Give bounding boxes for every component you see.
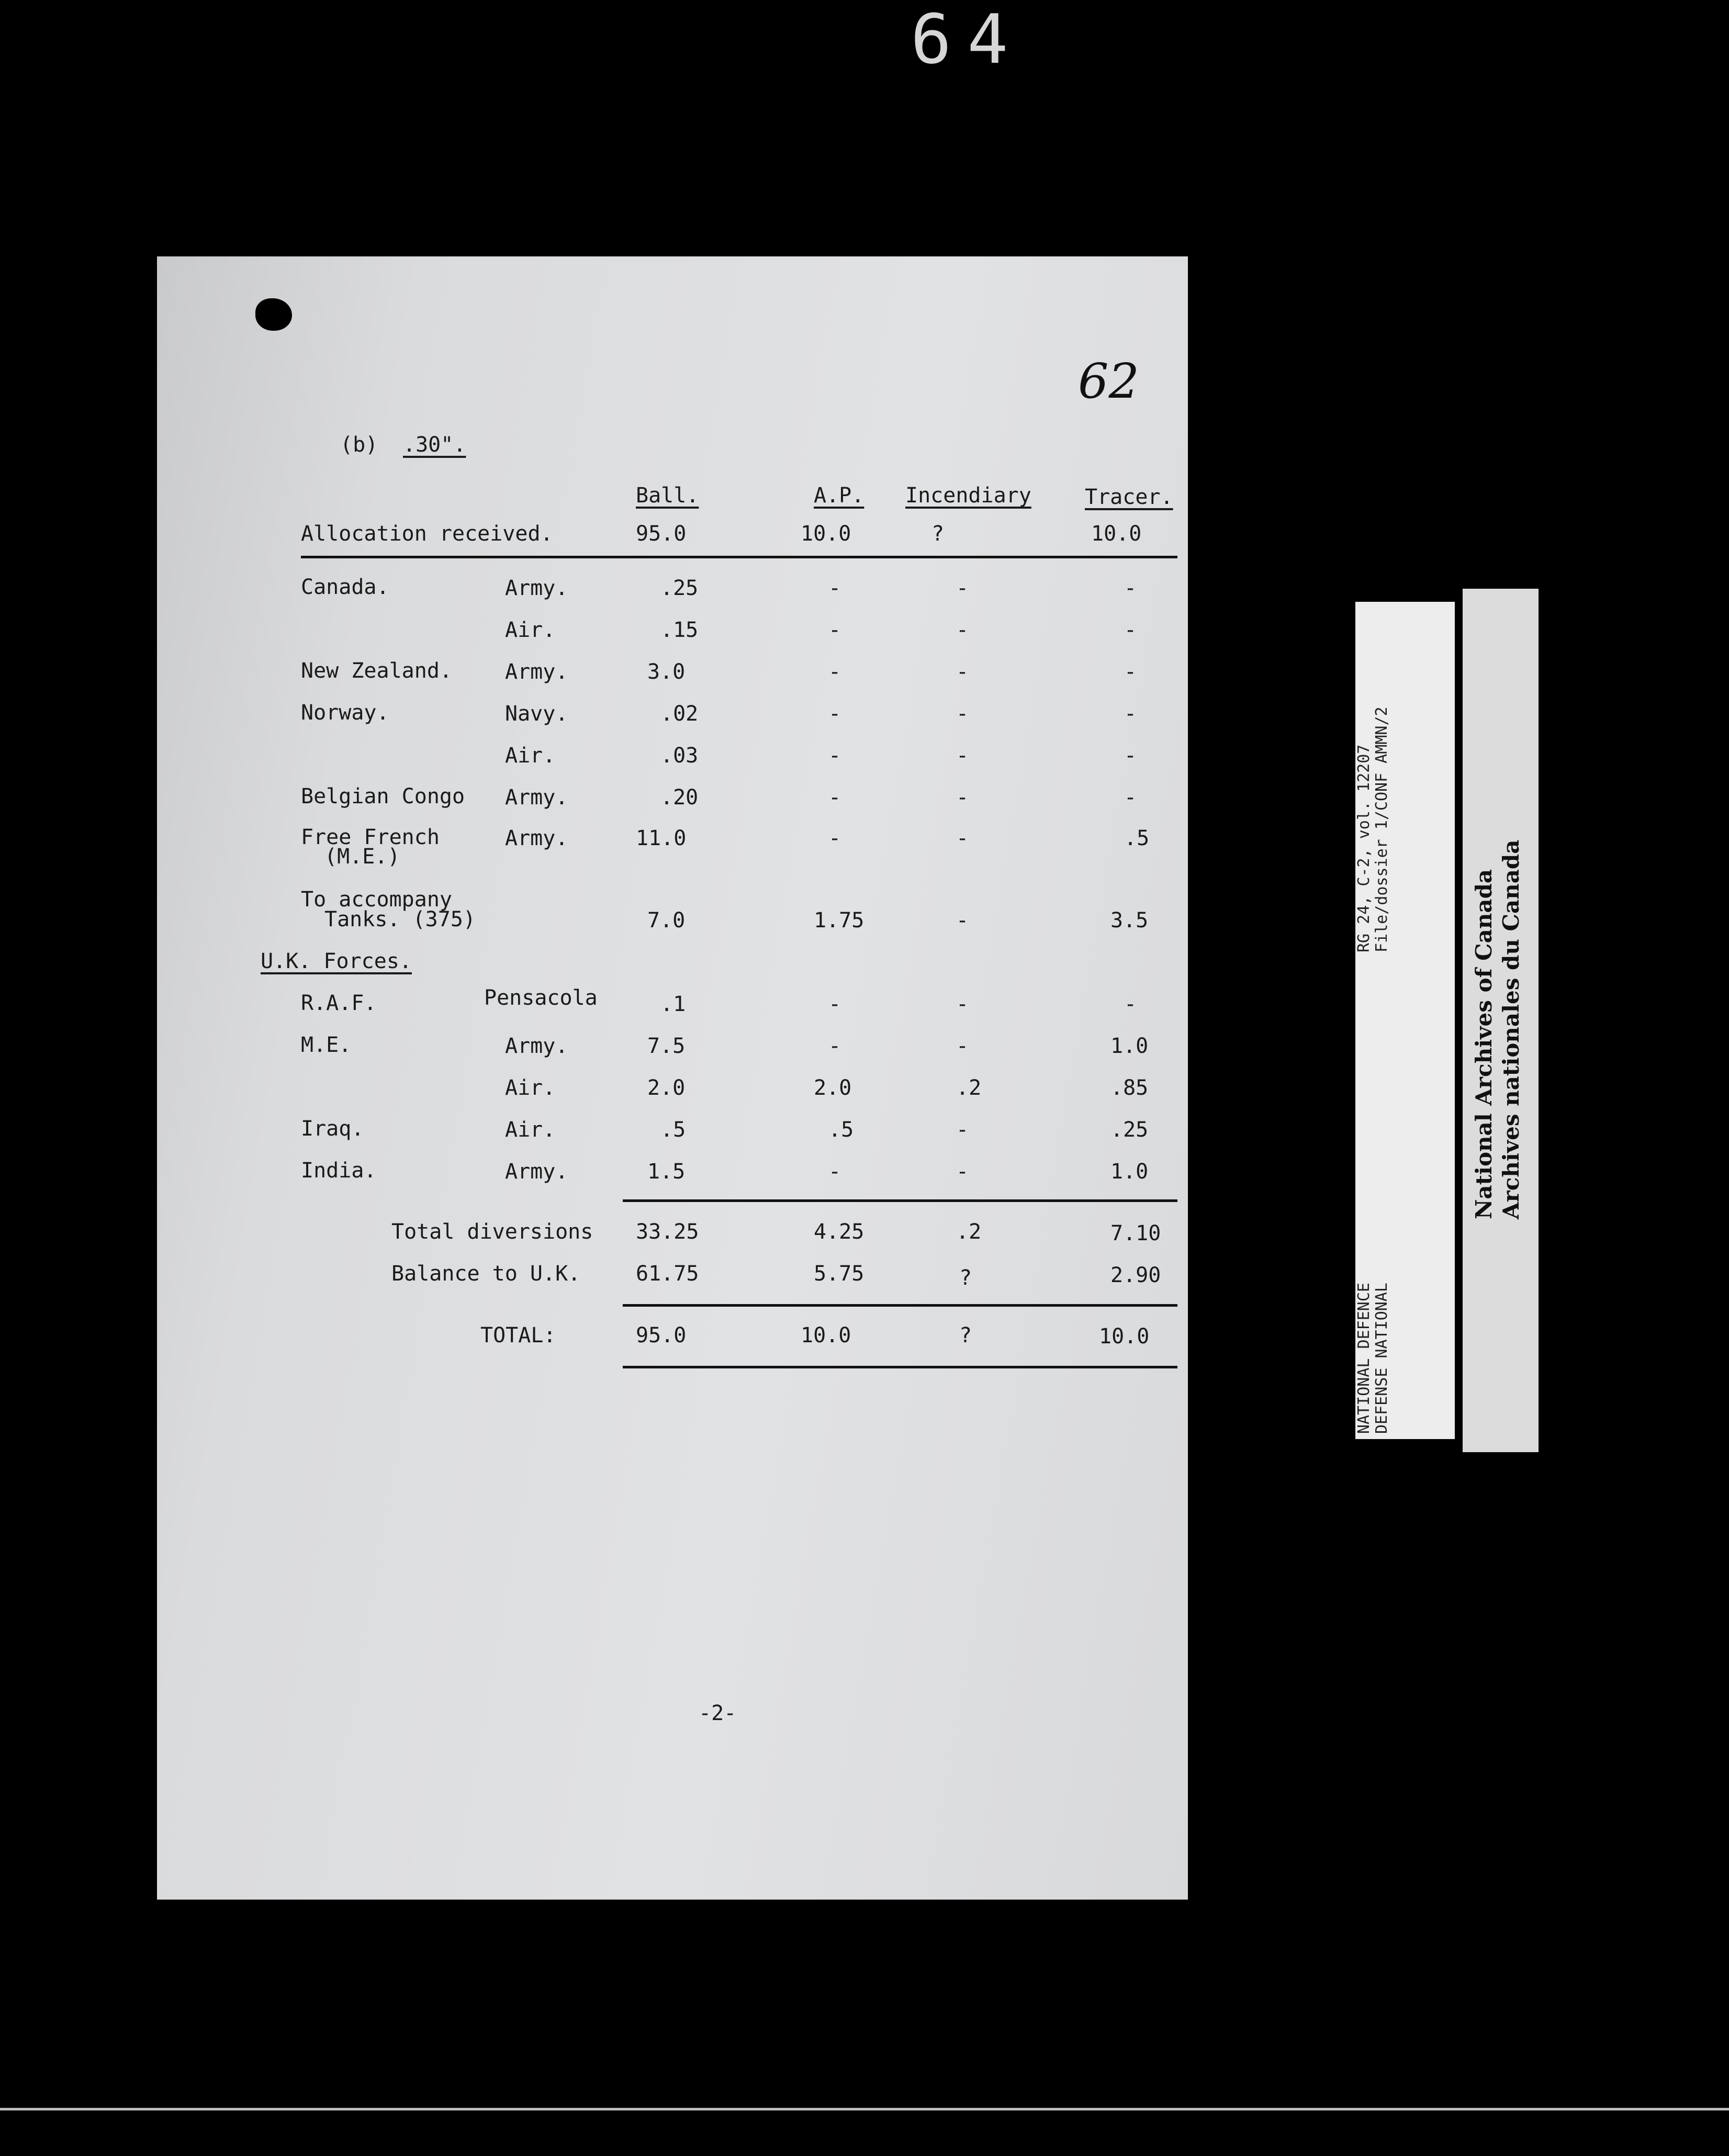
allocation-incendiary: ?: [931, 522, 945, 546]
department-line-1: NATIONAL DEFENCE: [1355, 1283, 1373, 1434]
row-ap: -: [828, 576, 841, 600]
balance-ball: 61.75: [636, 1262, 699, 1286]
uk-row-country: R.A.F.: [301, 991, 377, 1015]
row-ap: -: [828, 618, 841, 642]
uk-row-service: Pensacola: [484, 986, 598, 1010]
row-country: To accompany: [301, 888, 452, 912]
row-incendiary: -: [956, 826, 969, 850]
total-rule-top: [623, 1304, 1177, 1307]
uk-row-tracer: -: [1124, 992, 1137, 1016]
total-diversions-incendiary: .2: [956, 1220, 982, 1244]
row-ap: -: [828, 785, 841, 810]
row-country: Norway.: [301, 701, 389, 725]
row-incendiary: -: [956, 908, 969, 933]
uk-row-ap: -: [828, 1160, 841, 1184]
uk-row-tracer: 1.0: [1110, 1034, 1149, 1058]
row-service: Navy.: [505, 702, 568, 726]
header-incendiary: Incendiary: [905, 484, 1031, 508]
row-tracer: -: [1124, 702, 1137, 726]
page-number: -2-: [699, 1701, 737, 1725]
row-tracer: -: [1124, 618, 1137, 642]
balance-ap: 5.75: [814, 1262, 865, 1286]
row-country: New Zealand.: [301, 659, 452, 683]
grand-total-ball: 95.0: [636, 1323, 687, 1347]
row-incendiary: -: [956, 618, 969, 642]
row-tracer: -: [1124, 785, 1137, 810]
allocation-ap: 10.0: [801, 522, 851, 546]
archive-reference-text: [1355, 706, 1391, 952]
subtotal-rule: [623, 1199, 1177, 1202]
row-service: Air.: [505, 744, 556, 768]
row-country: Belgian Congo: [301, 784, 465, 808]
row-tracer: -: [1124, 660, 1137, 684]
film-edge-line: [0, 2108, 1729, 2110]
total-rule-bottom: [623, 1366, 1177, 1368]
row-ball: 11.0: [636, 826, 687, 850]
row-country-line2: (M.E.): [324, 845, 400, 869]
uk-row-service: Air.: [505, 1118, 556, 1142]
row-incendiary: -: [956, 576, 969, 600]
uk-row-country: Iraq.: [301, 1117, 364, 1141]
archives-stamp-en: National Archives of Canada: [1471, 869, 1497, 1219]
uk-row-incendiary: -: [956, 1160, 969, 1184]
grand-total-label: TOTAL:: [480, 1323, 556, 1347]
header-ball: Ball.: [636, 484, 699, 508]
balance-incendiary: ?: [959, 1266, 972, 1290]
row-service: Army.: [505, 576, 568, 600]
total-diversions-ap: 4.25: [814, 1220, 865, 1244]
grand-total-incendiary: ?: [959, 1323, 972, 1347]
row-country: Free French: [301, 825, 440, 849]
uk-row-incendiary: -: [956, 1118, 969, 1142]
row-ap: -: [828, 744, 841, 768]
uk-row-ap: 2.0: [814, 1076, 852, 1100]
row-tracer: -: [1124, 576, 1137, 600]
total-diversions-label: Total diversions: [391, 1220, 593, 1244]
allocation-tracer: 10.0: [1091, 522, 1142, 546]
department-line-2: DEFENSE NATIONAL: [1373, 1283, 1391, 1434]
uk-row-ball: 2.0: [647, 1076, 686, 1100]
uk-row-service: Air.: [505, 1076, 556, 1100]
grand-total-ap: 10.0: [801, 1323, 851, 1347]
allocation-ball: 95.0: [636, 522, 687, 546]
row-service: Army.: [505, 660, 568, 684]
row-incendiary: -: [956, 744, 969, 768]
grand-total-tracer: 10.0: [1099, 1324, 1150, 1349]
archives-stamp-text: [1470, 840, 1525, 1219]
row-ball: .02: [660, 702, 699, 726]
row-ball: 7.0: [647, 908, 686, 933]
uk-row-ball: 1.5: [647, 1160, 686, 1184]
row-ap: -: [828, 826, 841, 850]
uk-row-service: Army.: [505, 1160, 568, 1184]
allocation-label: Allocation received.: [301, 522, 553, 546]
uk-row-country: M.E.: [301, 1033, 352, 1057]
uk-row-service: Army.: [505, 1034, 568, 1058]
uk-row-ball: 7.5: [647, 1034, 686, 1058]
row-country: Canada.: [301, 575, 389, 599]
row-incendiary: -: [956, 702, 969, 726]
row-ap: -: [828, 660, 841, 684]
uk-row-ap: .5: [828, 1118, 854, 1142]
row-tracer: 3.5: [1110, 908, 1149, 933]
uk-row-tracer: 1.0: [1110, 1160, 1149, 1184]
row-ball: .15: [660, 618, 699, 642]
row-ball: 3.0: [647, 660, 686, 684]
uk-row-ball: .1: [660, 992, 686, 1016]
uk-row-tracer: .85: [1110, 1076, 1149, 1100]
handwritten-page-marker: 62: [1078, 353, 1140, 409]
header-tracer: Tracer.: [1085, 485, 1173, 509]
section-label: (b): [340, 433, 378, 457]
uk-row-incendiary: -: [956, 1034, 969, 1058]
frame-number: 64: [911, 0, 1024, 79]
uk-forces-heading: U.K. Forces.: [261, 949, 412, 973]
row-ball: .20: [660, 785, 699, 810]
uk-row-incendiary: -: [956, 992, 969, 1016]
uk-row-incendiary: .2: [956, 1076, 982, 1100]
row-tracer: -: [1124, 744, 1137, 768]
row-tracer: .5: [1124, 826, 1150, 850]
row-incendiary: -: [956, 660, 969, 684]
balance-label: Balance to U.K.: [391, 1262, 581, 1286]
uk-row-ap: -: [828, 992, 841, 1016]
uk-row-tracer: .25: [1110, 1118, 1149, 1142]
header-ap: A.P.: [814, 484, 865, 508]
row-ap: 1.75: [814, 908, 865, 933]
row-ball: .03: [660, 744, 699, 768]
archives-stamp-fr: Archives nationales du Canada: [1498, 839, 1524, 1219]
header-rule: [301, 556, 1177, 558]
row-country-line2: Tanks. (375): [324, 907, 476, 931]
row-ball: .25: [660, 576, 699, 600]
balance-tracer: 2.90: [1110, 1263, 1161, 1287]
row-ap: -: [828, 702, 841, 726]
uk-row-country: India.: [301, 1159, 377, 1183]
reference-line-2: File/dossier 1/CONF AMMN/2: [1373, 706, 1391, 952]
uk-row-ball: .5: [660, 1118, 686, 1142]
total-diversions-tracer: 7.10: [1110, 1221, 1161, 1245]
section-caliber: .30".: [403, 433, 466, 457]
reference-line-1: RG 24, C-2, vol. 12207: [1355, 744, 1373, 952]
department-text: [1355, 1283, 1391, 1434]
row-service: Army.: [505, 785, 568, 810]
row-service: Army.: [505, 826, 568, 850]
uk-row-ap: -: [828, 1034, 841, 1058]
row-incendiary: -: [956, 785, 969, 810]
ink-blot: [255, 298, 292, 331]
row-service: Air.: [505, 618, 556, 642]
total-diversions-ball: 33.25: [636, 1220, 699, 1244]
